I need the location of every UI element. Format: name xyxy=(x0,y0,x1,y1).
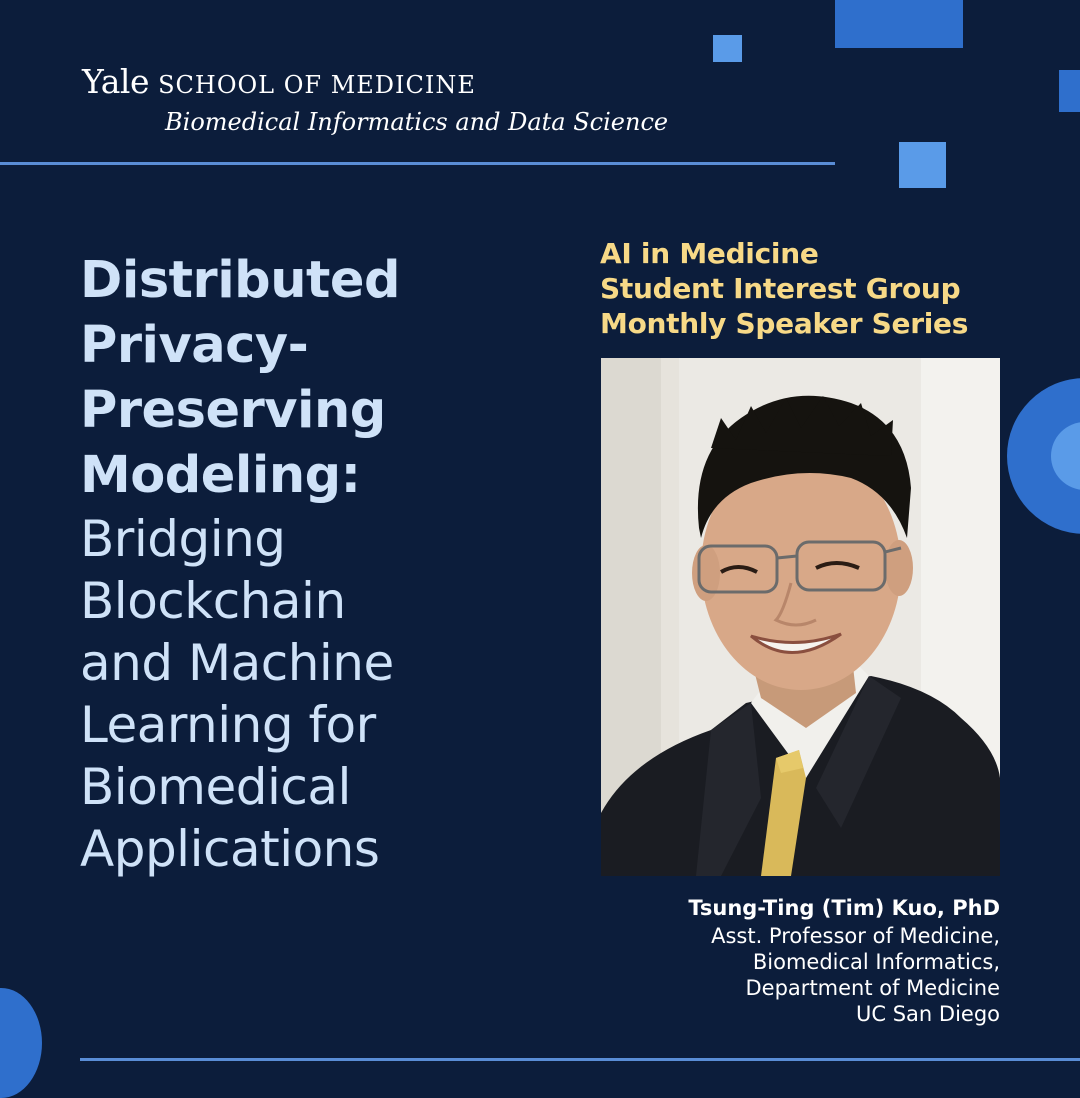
decorative-square xyxy=(1059,70,1080,112)
speaker-name: Tsung-Ting (Tim) Kuo, PhD xyxy=(688,896,1000,920)
footer-divider xyxy=(80,1058,1080,1061)
speaker-info xyxy=(540,894,1000,1027)
speaker-photo xyxy=(601,358,1000,876)
decorative-circle xyxy=(0,988,42,1098)
yale-wordmark: Yale xyxy=(82,62,149,101)
talk-title-main: Distributed Privacy- Preserving Modeling: xyxy=(80,251,400,505)
decorative-square xyxy=(835,0,963,48)
decorative-circle xyxy=(1007,378,1080,534)
speaker-title-line: Asst. Professor of Medicine, xyxy=(711,924,1000,948)
speaker-title-line: Biomedical Informatics, xyxy=(752,950,1000,974)
decorative-square xyxy=(899,142,946,188)
department-name: Biomedical Informatics and Data Science xyxy=(165,108,669,136)
decorative-square xyxy=(713,35,742,62)
header-divider xyxy=(0,162,835,165)
speaker-title-line: Department of Medicine xyxy=(745,976,1000,1000)
speaker-affiliation: UC San Diego xyxy=(856,1002,1000,1026)
institution-logo xyxy=(82,62,476,101)
school-name: SCHOOL OF MEDICINE xyxy=(158,71,476,99)
series-heading: AI in Medicine Student Interest Group Monthly Speaker Series xyxy=(600,237,969,340)
decorative-circle-inner xyxy=(1051,422,1080,490)
talk-title xyxy=(80,248,550,880)
talk-title-subtitle: Bridging Blockchain and Machine Learning for Biomedical Applications xyxy=(80,510,394,878)
